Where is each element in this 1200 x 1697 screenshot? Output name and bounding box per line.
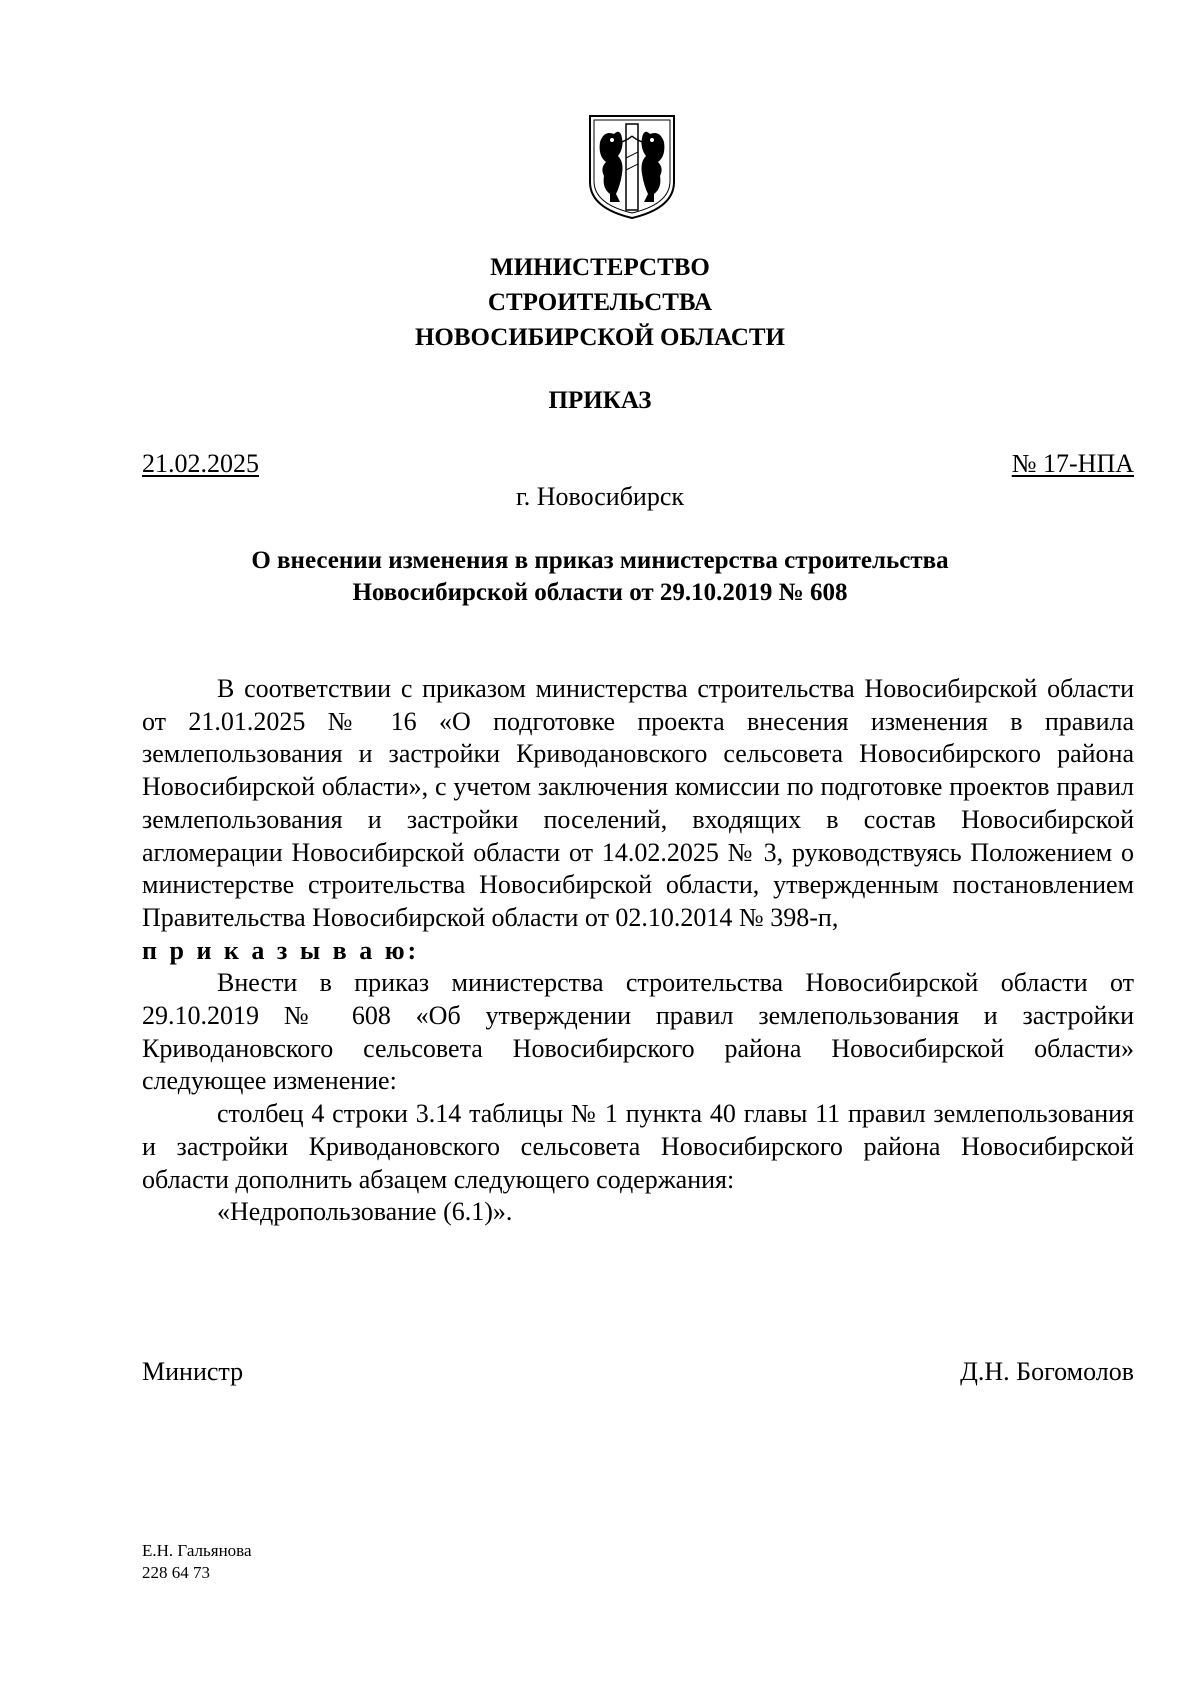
document-date: 21.02.2025 — [142, 449, 259, 478]
order-directive: п р и к а з ы в а ю: — [142, 935, 420, 965]
signatory-name: Д.Н. Богомолов — [960, 1357, 1134, 1386]
body-paragraph-quote: «Недропользование (6.1)». — [217, 1197, 513, 1227]
ministry-line-3: НОВОСИБИРСКОЙ ОБЛАСТИ — [414, 324, 786, 351]
executor-phone: 228 64 73 — [142, 1563, 210, 1582]
body-paragraph-change: столбец 4 строки 3.14 таблицы № 1 пункта 40 главы 11 правил землепользования и застройки Криводановского сельсовета Новосибирского района Новосибирской области дополнить абзацем следующего содержания: — [142, 1099, 1134, 1194]
document-body — [142, 673, 1134, 1229]
document-type: ПРИКАЗ — [548, 387, 652, 414]
document-city: г. Новосибирск — [515, 482, 685, 511]
signatory-title: Министр — [142, 1357, 244, 1386]
executor-name: Е.Н. Гальянова — [142, 1541, 252, 1560]
ministry-name — [0, 250, 1200, 355]
subject-line-1: О внесении изменения в приказ министерства строительства — [251, 547, 949, 574]
novosibirsk-region-coat-of-arms-icon — [586, 112, 678, 222]
body-paragraph-amendment: Внести в приказ министерства строительства Новосибирской области от 29.10.2019 № 608 «Об утверждении правил землепользования и застройки Криводановского сельсовета Новосибирского района Новосибирской области» следующее изменение: — [142, 968, 1134, 1096]
document-number: № 17-НПА — [1011, 449, 1134, 478]
executor-info — [142, 1540, 252, 1584]
ministry-line-1: МИНИСТЕРСТВО — [490, 254, 710, 281]
ministry-line-2: СТРОИТЕЛЬСТВА — [487, 289, 713, 316]
body-paragraph-preamble: В соответствии с приказом министерства строительства Новосибирской области от 21.01.2025 № 16 «О подготовке проекта внесения изменения в правила землепользования и застройки Криводановского сельсовета Новосибирского района Новосибирской области», с учетом заключения комиссии по подготовке проектов правил землепользования и застройки поселений, входящих в состав Новосибирской агломерации Новосибирской области от 14.02.2025 № 3, руководствуясь Положением о министерстве строительства Новосибирской области, утвержденным постановлением Правительства Новосибирской области от 02.10.2014 № 398-п, — [142, 674, 1134, 932]
subject-line-2: Новосибирской области от 29.10.2019 № 608 — [352, 579, 848, 606]
document-subject — [0, 545, 1200, 609]
